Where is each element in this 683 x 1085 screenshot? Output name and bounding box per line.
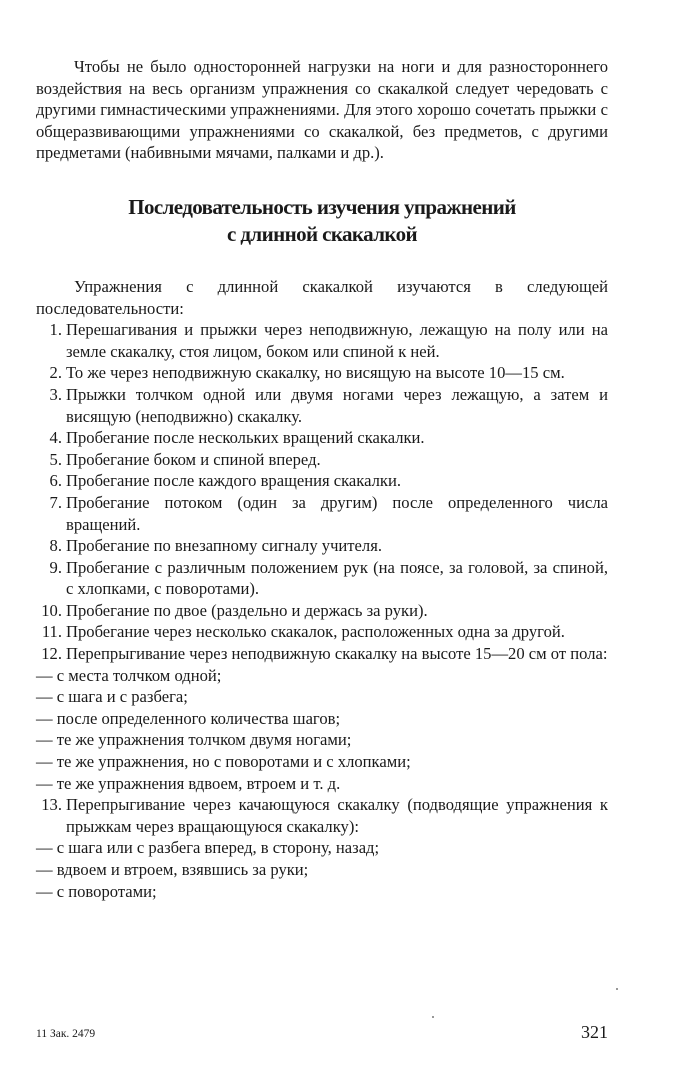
list-item	[36, 384, 608, 427]
lead-paragraph: Упражнения с длинной скакалкой изучаются в следующей последовательности:	[36, 276, 608, 318]
page-number: 321	[581, 1022, 608, 1042]
list-item	[36, 427, 608, 449]
item-text: Пробегание через несколько скакалок, расположенных одна за другой.	[66, 622, 565, 642]
item-number: 1.	[49, 320, 62, 340]
list-item	[36, 600, 608, 622]
item-number: 5.	[49, 449, 62, 469]
sub-list-13	[36, 837, 608, 902]
page-footer	[36, 1022, 608, 1046]
section-heading	[36, 194, 608, 248]
sub-item: — с поворотами;	[36, 881, 157, 901]
list-item	[36, 621, 608, 643]
section-heading-line-1: Последовательность изучения упражнений	[128, 194, 516, 219]
item-number: 2.	[49, 363, 62, 383]
item-number: 10.	[41, 600, 62, 620]
item-text: Пробегание после каждого вращения скакалки.	[66, 471, 401, 491]
item-text: Перепрыгивание через качающуюся скакалку (подводящие упражнения к прыжкам через вращающуюся скакалку):	[66, 795, 608, 836]
item-number: 9.	[49, 557, 62, 577]
list-item	[36, 470, 608, 492]
item-text: Пробегание боком и спиной вперед.	[66, 449, 321, 469]
sub-item: — те же упражнения толчком двумя ногами;	[36, 730, 352, 750]
list-item	[36, 557, 608, 600]
sub-item: — те же упражнения, но с поворотами и с хлопками;	[36, 752, 411, 772]
item-number: 4.	[49, 428, 62, 448]
item-number: 6.	[49, 471, 62, 491]
item-number: 7.	[49, 492, 62, 512]
item-text: То же через неподвижную скакалку, но висящую на высоте 10—15 см.	[66, 363, 565, 383]
intro-paragraph: Чтобы не было односторонней нагрузки на ноги и для разностороннего воздействия на весь организм упражнения со скакалкой следует чередовать с другими гимнастическими упражнениями. Для этого хорошо сочетать прыжки с общеразвивающими упражнениями со скакалкой, без предметов, с другими предметами (набивными мячами, палками и др.).	[36, 57, 608, 163]
list-item	[36, 362, 608, 384]
item-text: Пробегание с различным положением рук (на поясе, за головой, за спиной, с хлопками, с поворотами).	[66, 557, 608, 599]
print-imprint: 11 Зак. 2479	[36, 1028, 96, 1040]
exercise-list	[36, 319, 608, 902]
sub-item: — с шага или с разбега вперед, в сторону, назад;	[36, 838, 380, 858]
sub-item: — те же упражнения вдвоем, втроем и т. д.	[36, 773, 341, 793]
sub-item: — с места толчком одной;	[36, 665, 222, 685]
list-item	[36, 492, 608, 535]
item-number: 8.	[49, 536, 62, 556]
item-number: 12.	[41, 644, 62, 664]
sub-item: — вдвоем и втроем, взявшись за руки;	[36, 860, 309, 879]
list-item	[36, 319, 608, 362]
item-text: Пробегание после нескольких вращений скакалки.	[66, 428, 425, 448]
item-text: Пробегание потоком (один за другим) после определенного числа вращений.	[66, 492, 608, 534]
item-text: Прыжки толчком одной или двумя ногами через лежащую, а затем и висящую (неподвижно) скакалку.	[66, 384, 608, 426]
item-number: 13.	[41, 795, 62, 815]
list-item	[36, 535, 608, 557]
list-item	[36, 449, 608, 471]
list-item	[36, 794, 608, 837]
item-number: 3.	[49, 384, 62, 404]
section-heading-line-2: с длинной скакалкой	[227, 221, 417, 246]
item-text: Пробегание по двое (раздельно и держась за руки).	[66, 600, 428, 620]
sub-item: — после определенного количества шагов;	[36, 708, 341, 728]
list-item	[36, 643, 608, 665]
sub-list-12	[36, 665, 608, 795]
sub-item: — с шага и с разбега;	[36, 687, 188, 707]
scan-speck	[616, 988, 618, 990]
item-text: Перешагивания и прыжки через неподвижную, лежащую на полу или на земле скакалку, стоя лицом, боком или спиной к ней.	[66, 320, 608, 361]
item-text: Перепрыгивание через неподвижную скакалку на высоте 15—20 см от пола:	[66, 644, 608, 664]
item-text: Пробегание по внезапному сигналу учителя.	[66, 536, 382, 556]
item-number: 11.	[41, 622, 62, 642]
page-body	[36, 56, 608, 902]
scan-speck	[432, 1016, 434, 1018]
